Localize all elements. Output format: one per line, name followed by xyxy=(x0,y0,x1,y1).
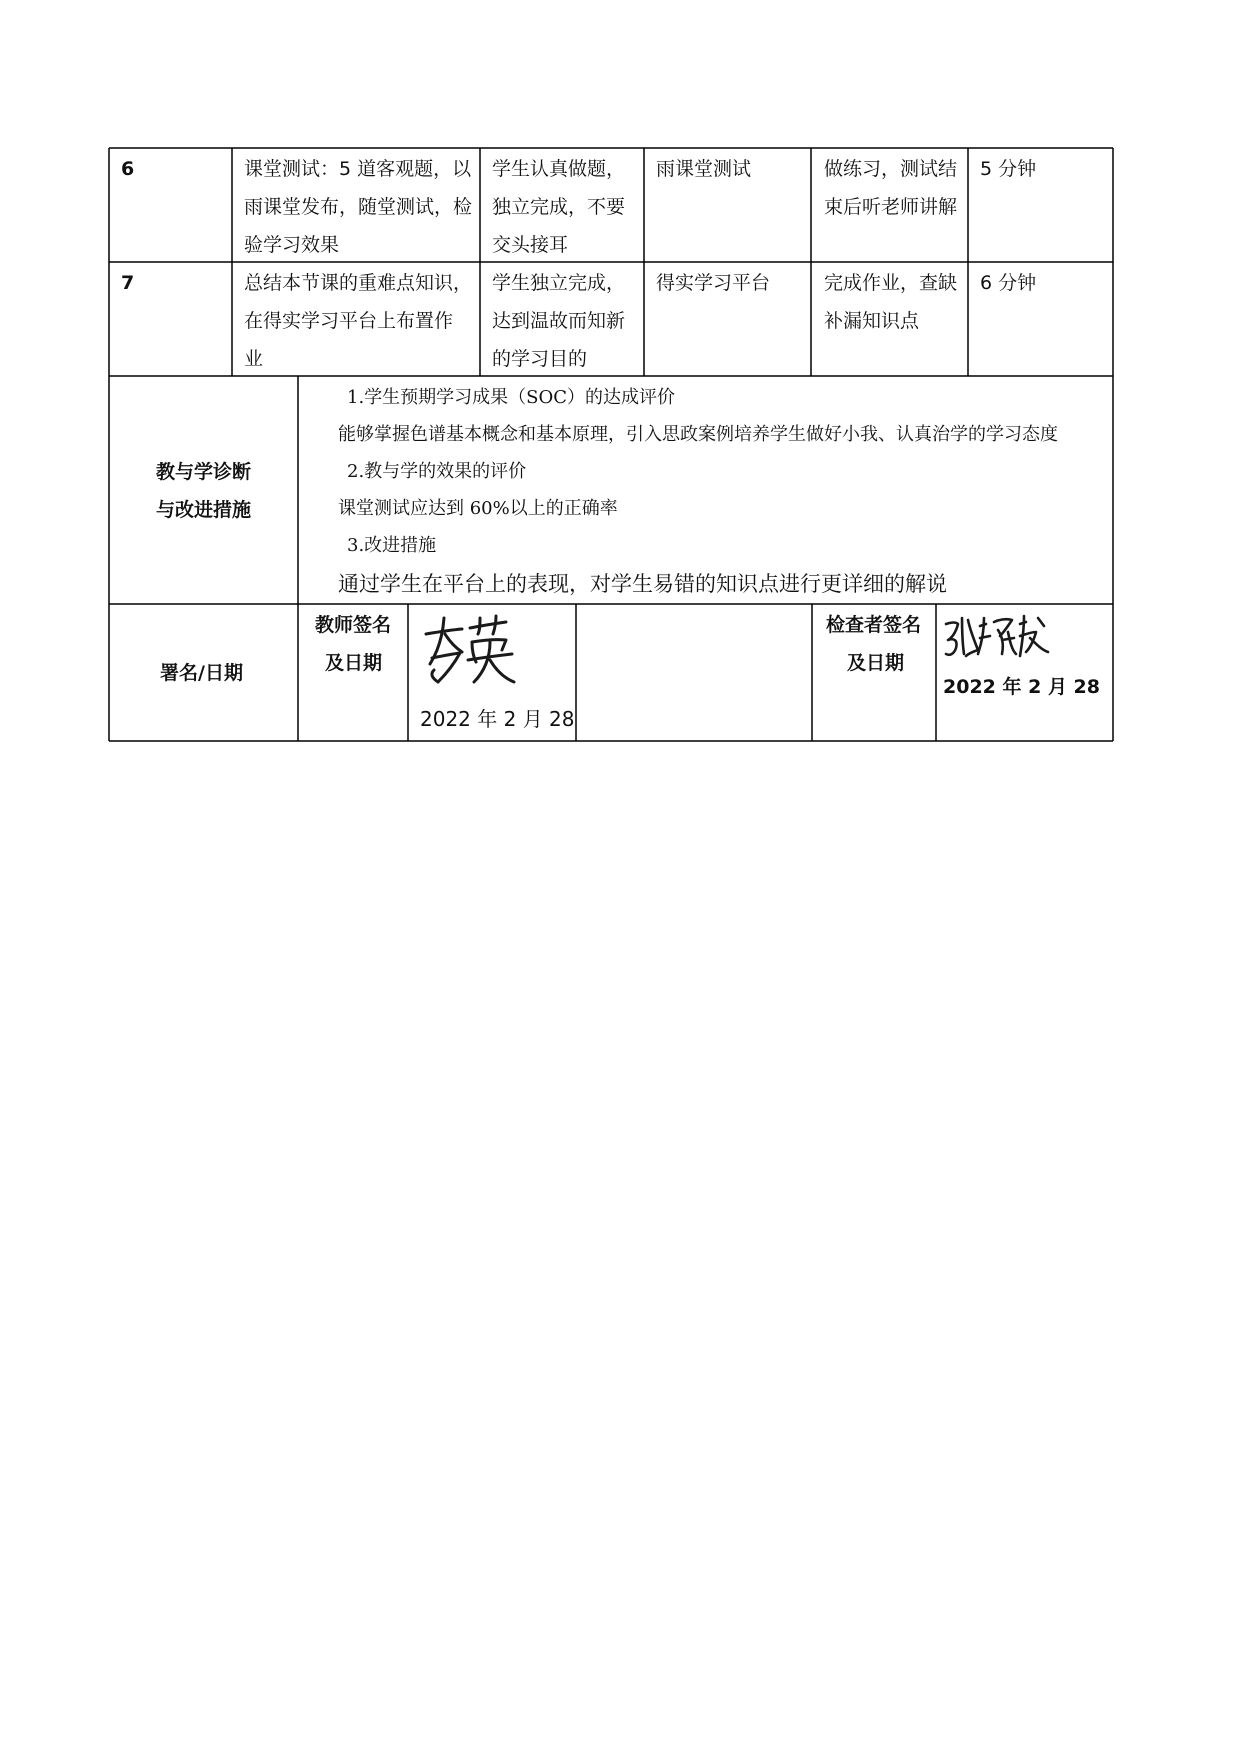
row-6-content-line-1: 课堂测试：5 道客观题，以 xyxy=(244,158,472,180)
row-6-tool: 雨课堂测试 xyxy=(656,158,752,180)
row-7-number: 7 xyxy=(121,272,135,294)
checker-signature-date: 2022 年 2 月 28 xyxy=(943,676,1101,698)
diagnosis-item-2-text: 课堂测试应达到 60%以上的正确率 xyxy=(338,498,618,519)
diagnosis-label-line-1: 教与学诊断 xyxy=(156,461,252,483)
row-7-activity-line-2: 补漏知识点 xyxy=(824,310,920,332)
diagnosis-item-2-title: 2.教与学的效果的评价 xyxy=(347,461,527,482)
row-6-activity-line-2: 束后听老师讲解 xyxy=(824,196,958,218)
row-7-student-line-1: 学生独立完成， xyxy=(492,272,626,294)
teacher-signature-label-line-1: 教师签名 xyxy=(315,614,392,636)
row-7-time: 6 分钟 xyxy=(980,272,1037,294)
checker-signature-image xyxy=(942,610,1052,664)
diagnosis-item-1-title: 1.学生预期学习成果（SOC）的达成评价 xyxy=(347,387,676,408)
teacher-signature-date: 2022 年 2 月 28 xyxy=(420,707,575,731)
checker-signature-label-line-1: 检查者签名 xyxy=(826,614,922,636)
row-7-tool: 得实学习平台 xyxy=(656,272,771,294)
signature-row-label: 署名/日期 xyxy=(160,662,243,684)
row-7-activity-line-1: 完成作业，查缺 xyxy=(824,272,958,294)
row-7-student-line-2: 达到温故而知新 xyxy=(492,310,626,332)
diagnosis-item-3-title: 3.改进措施 xyxy=(347,535,437,556)
row-6-number: 6 xyxy=(121,158,135,180)
teacher-signature-label-line-2: 及日期 xyxy=(325,652,383,674)
row-7-content-line-1: 总结本节课的重难点知识， xyxy=(244,272,473,294)
row-7-content-line-3: 业 xyxy=(244,348,264,370)
row-6-content-line-2: 雨课堂发布，随堂测试，检 xyxy=(244,196,473,218)
row-6-student-line-3: 交头接耳 xyxy=(492,234,569,256)
row-6-student-line-2: 独立完成，不要 xyxy=(492,196,626,218)
diagnosis-item-1-text: 能够掌握色谱基本概念和基本原理，引入思政案例培养学生做好小我、认真治学的学习态度 xyxy=(338,424,1058,445)
row-6-student-line-1: 学生认真做题， xyxy=(492,158,626,180)
diagnosis-item-3-text: 通过学生在平台上的表现，对学生易错的知识点进行更详细的解说 xyxy=(338,572,947,596)
row-6-time: 5 分钟 xyxy=(980,158,1037,180)
checker-signature-label-line-2: 及日期 xyxy=(847,652,905,674)
teacher-signature-image xyxy=(418,612,518,692)
diagnosis-label-line-2: 与改进措施 xyxy=(156,499,252,521)
row-6-activity-line-1: 做练习，测试结 xyxy=(824,158,958,180)
row-6-content-line-3: 验学习效果 xyxy=(244,234,340,256)
row-7-content-line-2: 在得实学习平台上布置作 xyxy=(244,310,454,332)
row-7-student-line-3: 的学习目的 xyxy=(492,348,588,370)
